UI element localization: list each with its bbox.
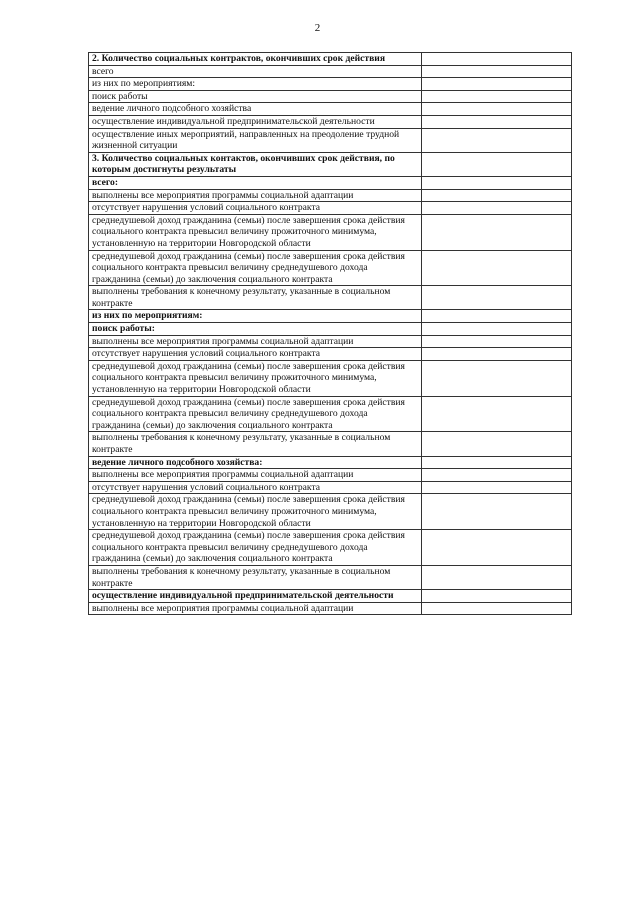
row-label: осуществление иных мероприятий, направленных на преодоление трудной жизненной ситуации [89,128,422,152]
row-label: выполнены требования к конечному результату, указанные в социальном контракте [89,286,422,310]
row-label: среднедушевой доход гражданина (семьи) после завершения срока действия социального контракта превысил величину прожиточного минимума, установленную на территории Новгородской области [89,494,422,530]
section-title: 3. Количество социальных контактов, окончивших срок действия, по которым достигнуты результаты [89,152,422,176]
table-row [89,565,572,589]
section-header-row [89,53,572,66]
subsection-header-row [89,323,572,336]
row-label: всего [89,65,422,78]
table-row [89,286,572,310]
report-table [88,52,572,615]
value-cell [422,286,572,310]
row-label: среднедушевой доход гражданина (семьи) после завершения срока действия социального контракта превысил величину прожиточного минимума, установленную на территории Новгородской области [89,214,422,250]
value-cell [422,115,572,128]
value-cell [422,176,572,189]
value-cell [422,78,572,91]
row-label: среднедушевой доход гражданина (семьи) после завершения срока действия социального контракта превысил величину среднедушевого дохода гражданина (семьи) до заключения социального контракта [89,530,422,566]
row-label: ведение личного подсобного хозяйства [89,103,422,116]
row-label: отсутствует нарушения условий социального контракта [89,348,422,361]
value-cell [422,481,572,494]
report-table-body [89,53,572,615]
value-cell [422,189,572,202]
table-row [89,335,572,348]
section-header-row [89,152,572,176]
subsection-title: ведение личного подсобного хозяйства: [89,456,422,469]
row-label: выполнены требования к конечному результату, указанные в социальном контракте [89,432,422,456]
page-number: 2 [314,22,321,34]
value-cell [422,335,572,348]
table-row [89,602,572,615]
row-label: отсутствует нарушения условий социального контракта [89,481,422,494]
value-cell [422,360,572,396]
subsection-header-row [89,456,572,469]
row-label: выполнены требования к конечному результату, указанные в социальном контракте [89,565,422,589]
value-cell [422,456,572,469]
row-label: среднедушевой доход гражданина (семьи) после завершения срока действия социального контракта превысил величину среднедушевого дохода гражданина (семьи) до заключения социального контракта [89,396,422,432]
value-cell [422,202,572,215]
row-label: выполнены все мероприятия программы социальной адаптации [89,189,422,202]
row-label: среднедушевой доход гражданина (семьи) после завершения срока действия социального контракта превысил величину среднедушевого дохода гражданина (семьи) до заключения социального контракта [89,250,422,286]
table-row [89,103,572,116]
value-cell [422,214,572,250]
value-cell [422,152,572,176]
subsection-title: всего: [89,176,422,189]
value-cell [422,396,572,432]
table-row [89,494,572,530]
subsection-header-row [89,176,572,189]
row-label: выполнены все мероприятия программы социальной адаптации [89,469,422,482]
value-cell [422,323,572,336]
value-cell [422,103,572,116]
value-cell [422,565,572,589]
table-row [89,189,572,202]
table-row [89,360,572,396]
table-row [89,348,572,361]
subsection-header-row [89,590,572,603]
table-row [89,65,572,78]
table-row [89,469,572,482]
value-cell [422,530,572,566]
value-cell [422,494,572,530]
table-row [89,78,572,91]
row-label: из них по мероприятиям: [89,78,422,91]
table-row [89,90,572,103]
subsection-title: поиск работы: [89,323,422,336]
table-row [89,202,572,215]
value-cell [422,432,572,456]
table-row [89,115,572,128]
subsection-header-row [89,310,572,323]
table-row [89,128,572,152]
table-row [89,481,572,494]
table-row [89,530,572,566]
value-cell [422,469,572,482]
value-cell [422,348,572,361]
table-row [89,396,572,432]
section-title: 2. Количество социальных контрактов, окончивших срок действия [89,53,422,66]
row-label: поиск работы [89,90,422,103]
subsection-title: осуществление индивидуальной предпринимательской деятельности [89,590,422,603]
value-cell [422,310,572,323]
value-cell [422,53,572,66]
value-cell [422,90,572,103]
value-cell [422,590,572,603]
value-cell [422,65,572,78]
row-label: осуществление индивидуальной предпринимательской деятельности [89,115,422,128]
table-row [89,250,572,286]
row-label: выполнены все мероприятия программы социальной адаптации [89,602,422,615]
subsection-title: из них по мероприятиям: [89,310,422,323]
value-cell [422,250,572,286]
table-row [89,214,572,250]
value-cell [422,602,572,615]
row-label: отсутствует нарушения условий социального контракта [89,202,422,215]
row-label: выполнены все мероприятия программы социальной адаптации [89,335,422,348]
row-label: среднедушевой доход гражданина (семьи) после завершения срока действия социального контракта превысил величину прожиточного минимума, установленную на территории Новгородской области [89,360,422,396]
value-cell [422,128,572,152]
table-row [89,432,572,456]
